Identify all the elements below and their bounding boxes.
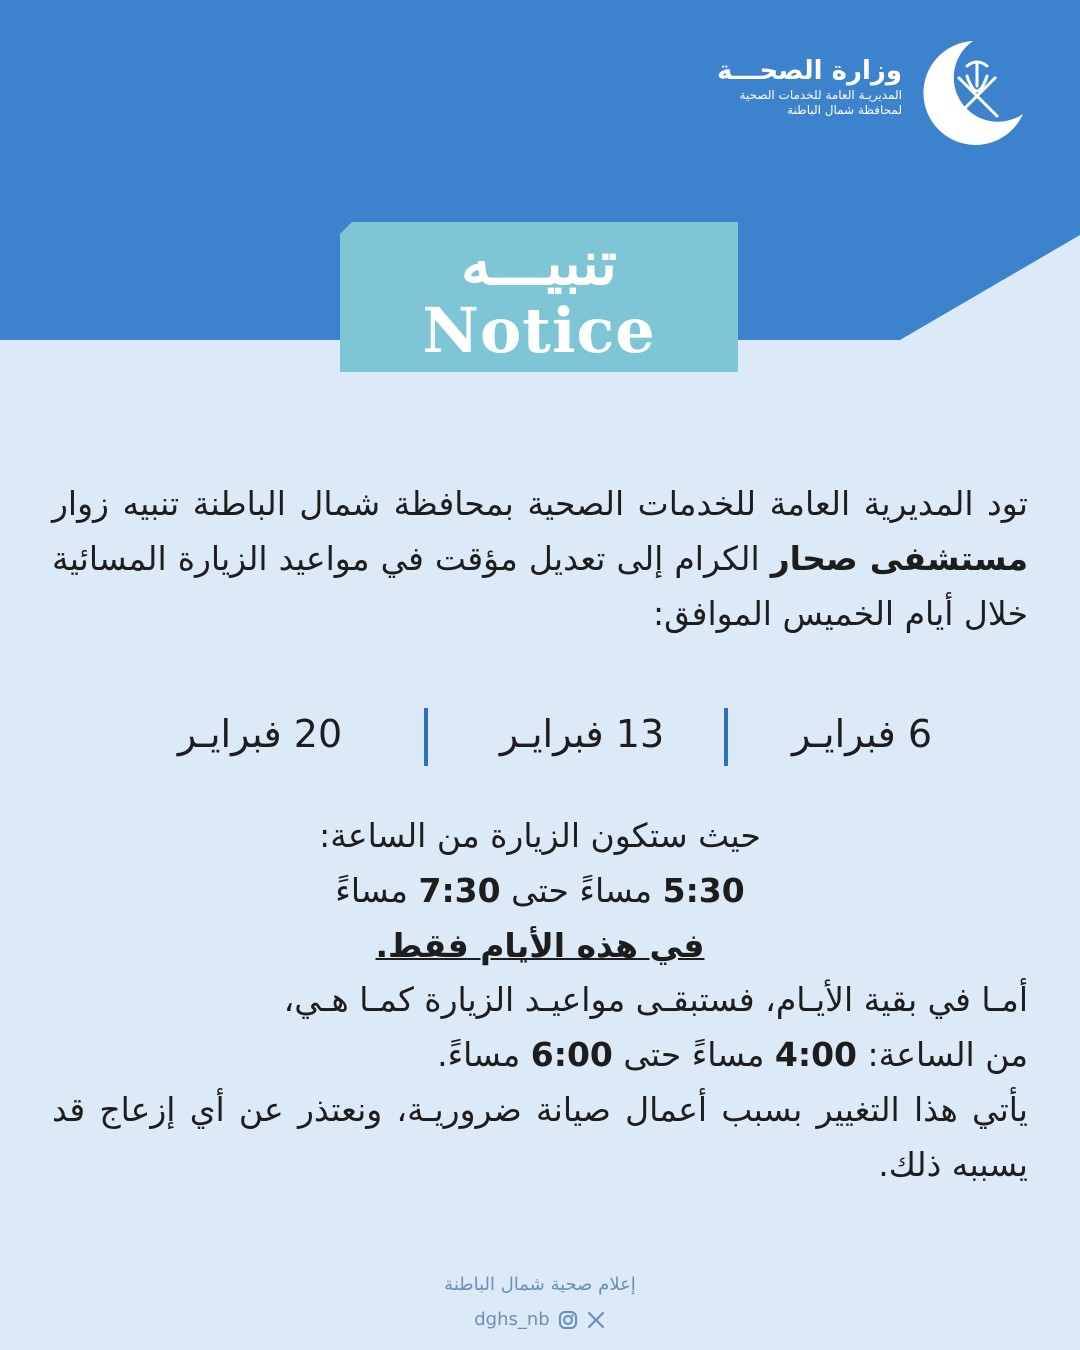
date-item: 20 فبرايـر [177, 712, 343, 756]
visit-end-time: 7:30 [418, 871, 501, 910]
date-divider [724, 708, 728, 766]
hospital-name: مستشفى صحار [770, 539, 1029, 578]
intro-part-1: تود المديرية العامة للخدمات الصحية بمحافظة شمال الباطنة تنبيه زوار [52, 484, 1028, 523]
notice-banner [340, 222, 738, 372]
notice-title-ar: تنبيـــه [461, 229, 617, 299]
x-logo-icon[interactable] [586, 1310, 606, 1330]
logo-text-block [717, 54, 902, 118]
rest-hours-line [52, 1027, 1028, 1082]
date-divider [424, 708, 428, 766]
rest-mid-text: مساءً حتى [612, 1035, 775, 1074]
dates-row [0, 700, 1080, 770]
notice-title-en: Notice [422, 294, 656, 367]
visit-hours-block [0, 808, 1080, 973]
social-handle[interactable]: dghs_nb [474, 1309, 550, 1330]
intro-part-2: الكرام إلى تعديل مؤقت في مواعيد الزيارة المسائية خلال أيام الخميس الموافق: [52, 539, 1028, 633]
visit-line-1: حيث ستكون الزيارة من الساعة: [319, 816, 761, 855]
visit-start-time: 5:30 [662, 871, 745, 910]
instagram-icon[interactable] [558, 1310, 578, 1330]
rest-line-1: أمـا في بقية الأيـام، فستبقـى مواعيـد الزيارة كمـا هـي، [283, 980, 1028, 1019]
footer [0, 1270, 1080, 1332]
logo-subtitle-1: المديريـة العامة للخدمات الصحية [739, 88, 902, 102]
rest-start-time: 4:00 [774, 1035, 857, 1074]
rest-end-time: 6:00 [530, 1035, 613, 1074]
date-item: 13 فبرايـر [499, 712, 665, 756]
footer-social [0, 1308, 1080, 1332]
rest-line-3: يأتي هذا التغيير بسبب أعمال صيانة ضروريـة، ونعتذر عن أي إزعاج قد يسببه ذلك. [52, 1090, 1028, 1184]
ministry-logo [650, 36, 1030, 156]
visit-hours-line [0, 863, 1080, 918]
only-these-days: في هذه الأيام فقط. [375, 926, 705, 965]
crescent-emblem-icon [915, 36, 1030, 151]
footer-label: إعلام صحية شمال الباطنة [444, 1274, 636, 1295]
rest-end-text: مساءً. [437, 1035, 531, 1074]
intro-paragraph [52, 476, 1028, 641]
logo-title: وزارة الصحـــة [717, 56, 902, 86]
visit-end-text: مساءً [335, 871, 419, 910]
visit-mid-text: مساءً حتى [500, 871, 663, 910]
regular-hours-paragraph [52, 972, 1028, 1192]
date-item: 6 فبرايـر [791, 712, 933, 756]
rest-line-2-prefix: من الساعة: [857, 1035, 1028, 1074]
logo-subtitle-2: لمحافظة شمال الباطنة [787, 103, 902, 117]
